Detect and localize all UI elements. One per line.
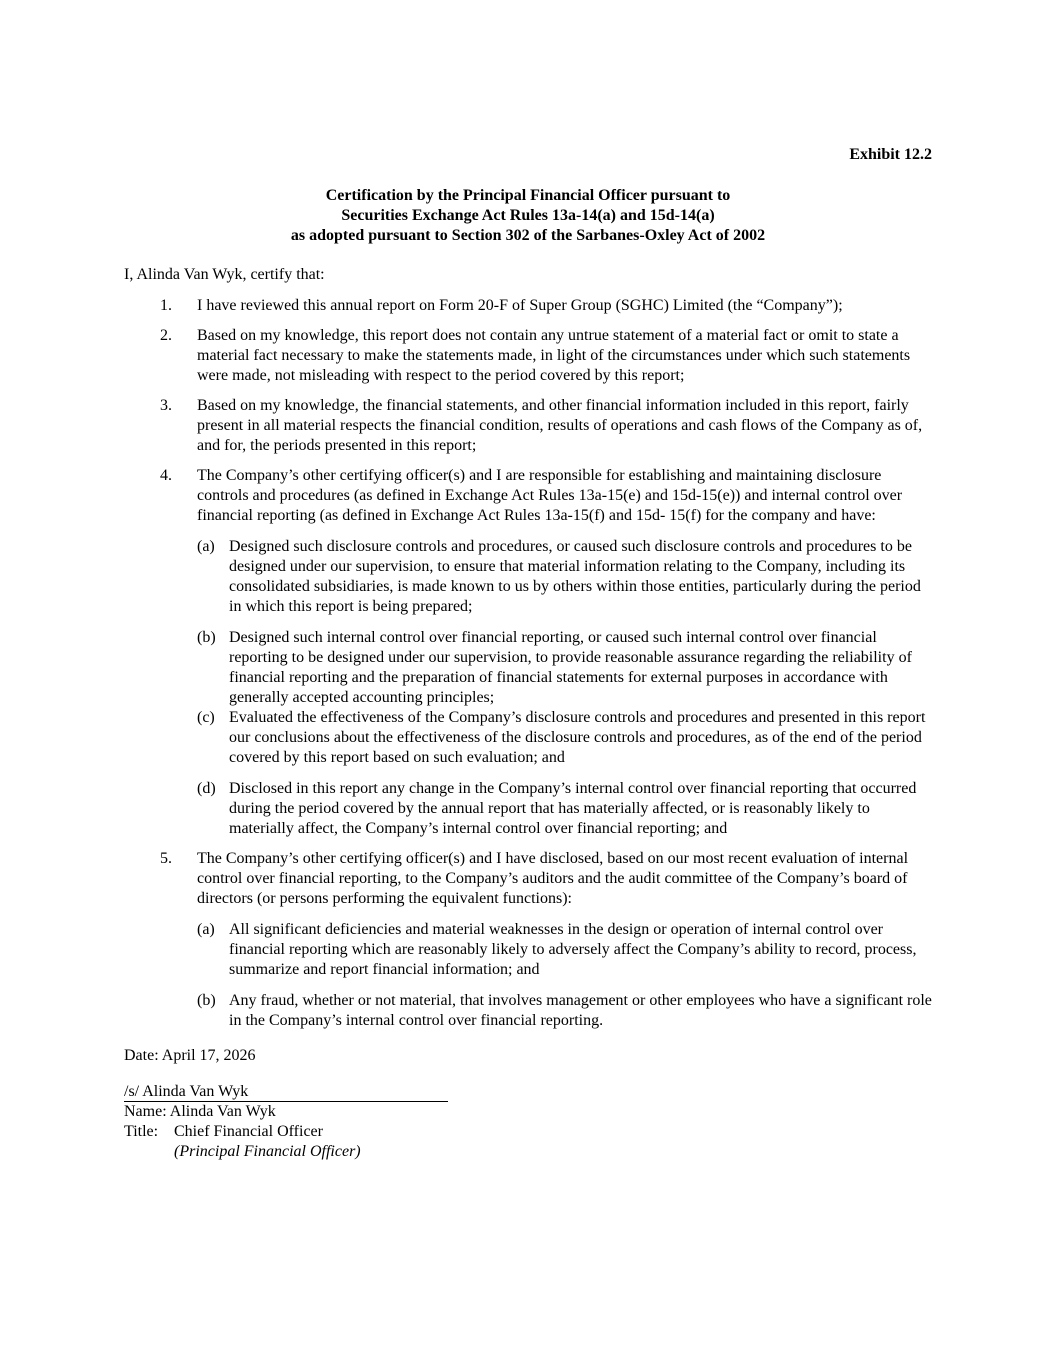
title-line: Certification by the Principal Financial Officer pursuant to [325,187,731,204]
sub-item-text: All significant deficiencies and material weaknesses in the design or operation of internal control over financial reporting which are reasonably likely to adversely affect the Company’s ability to record, process, summarize and report financial information; and [229,921,917,978]
signer-role: (Principal Financial Officer) [174,1143,361,1160]
signer-title-label: Title: [124,1123,159,1140]
list-item [124,396,932,456]
list-item [124,296,932,316]
sub-item-letter: (d) [197,780,216,797]
sub-item-text: Any fraud, whether or not material, that involves management or other employees who have a significant role in the Company’s internal control over financial reporting. [229,992,932,1029]
item-number: 4. [160,467,172,484]
exhibit-label: Exhibit 12.2 [849,146,932,163]
title-line: Securities Exchange Act Rules 13a-14(a) and 15d-14(a) [341,207,715,224]
document-title [124,186,932,246]
intro-statement: I, Alinda Van Wyk, certify that: [124,266,325,283]
sub-item-text: Designed such internal control over financial reporting, or caused such internal control over financial reporting to be designed under our supervision, to provide reasonable assurance regarding the reliability of financial reporting and the preparation of financial statements for external purposes in accordance with generally accepted accounting principles; [229,629,912,706]
signature-line: /s/ Alinda Van Wyk [124,1082,448,1102]
list-item [124,326,932,386]
sub-item [197,991,932,1031]
signer-title-row [124,1122,932,1142]
sub-item [197,920,932,980]
item-text: The Company’s other certifying officer(s) and I have disclosed, based on our most recent evaluation of internal control over financial reporting, to the Company’s auditors and the audit committee of the Company’s board of directors (or persons performing the equivalent functions): [197,850,909,907]
signer-name: Name: Alinda Van Wyk [124,1103,276,1120]
sub-item-letter: (c) [197,709,215,726]
sub-item-letter: (a) [197,538,215,555]
sub-item-letter: (b) [197,629,216,646]
item-number: 5. [160,850,172,867]
sub-item-text: Designed such disclosure controls and procedures, or caused such disclosure controls and procedures to be designed under our supervision, to ensure that material information relating to the Company, including its consolidated subsidiaries, is made known to us by others within those entities, particularly during the period in which this report is being prepared; [229,538,921,615]
item-text: Based on my knowledge, the financial statements, and other financial information included in this report, fairly present in all material respects the financial condition, results of operations and cash flows of the Company as of, and for, the periods presented in this report; [197,397,923,454]
document-page [124,145,932,1162]
sub-item-letter: (b) [197,992,216,1009]
signature-date: Date: April 17, 2026 [124,1047,256,1064]
sub-item [197,708,932,768]
list-item [124,849,932,909]
signer-title: Chief Financial Officer [174,1123,323,1140]
item-number: 1. [160,297,172,314]
sub-item [197,628,932,708]
sub-item [197,537,932,617]
list-item [124,466,932,526]
sub-item-text: Evaluated the effectiveness of the Company’s disclosure controls and procedures and presented in this report our conclusions about the effectiveness of the disclosure controls and procedures, as of the end of the period covered by this report based on such evaluation; and [229,709,926,766]
item-number: 2. [160,327,172,344]
sub-item-text: Disclosed in this report any change in the Company’s internal control over financial reporting that occurred during the period covered by the annual report that has materially affected, or is reasonably likely to materially affect, the Company’s internal control over financial reporting; and [229,780,917,837]
item-text: Based on my knowledge, this report does not contain any untrue statement of a material fact or omit to state a material fact necessary to make the statements made, in light of the circumstances under which such statements were made, not misleading with respect to the period covered by this report; [197,327,911,384]
title-line: as adopted pursuant to Section 302 of the Sarbanes-Oxley Act of 2002 [290,227,766,244]
item-text: I have reviewed this annual report on Form 20-F of Super Group (SGHC) Limited (the “Company”); [197,297,843,314]
item-number: 3. [160,397,172,414]
sub-item-letter: (a) [197,921,215,938]
sub-item [197,779,932,839]
signature-block [124,1082,932,1162]
item-text: The Company’s other certifying officer(s) and I are responsible for establishing and maintaining disclosure controls and procedures (as defined in Exchange Act Rules 13a-15(e) and 15d-15(e)) and internal control over financial reporting (as defined in Exchange Act Rules 13a-15(f) and 15d- 15(f) for the company and have: [197,467,903,524]
